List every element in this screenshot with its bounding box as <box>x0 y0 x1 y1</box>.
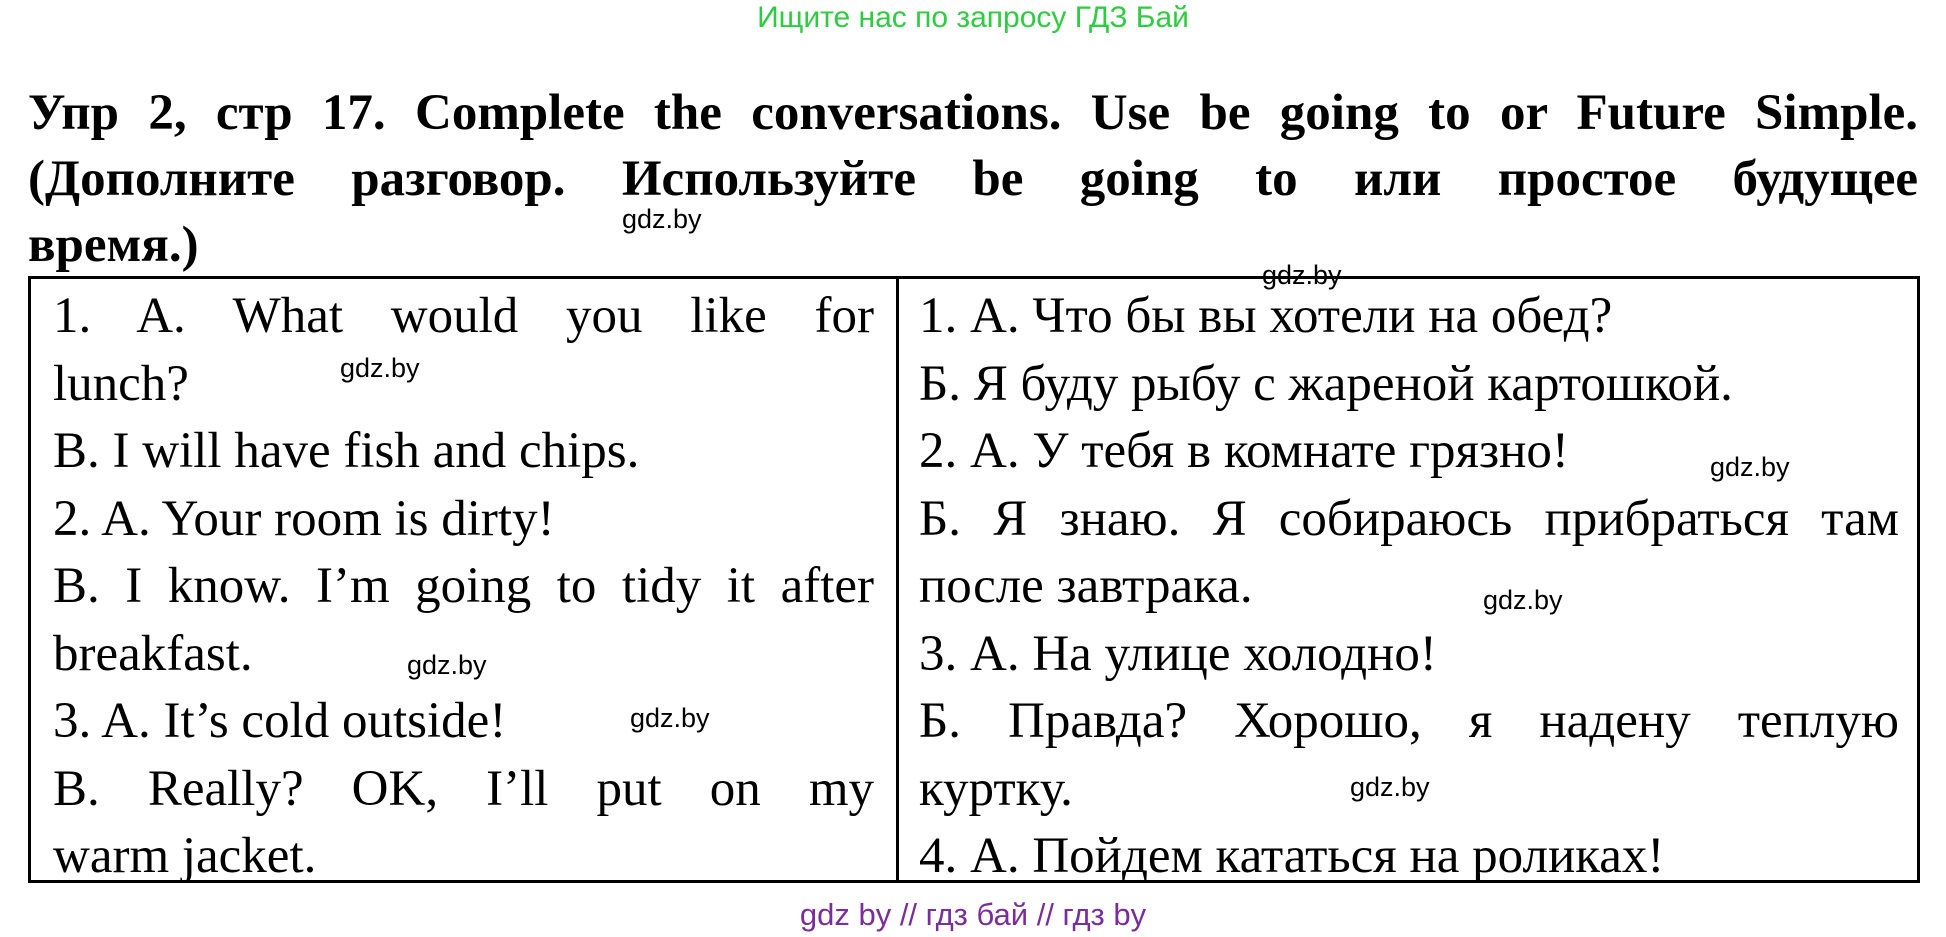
russian-row-4: Б. Я знаю. Я собираюсь прибраться там <box>919 490 1899 547</box>
english-row-9: warm jacket. <box>53 828 317 884</box>
english-row-8: B. Really? OK, I’ll put on my <box>53 760 874 817</box>
english-row-1: 1. A. What would you like for <box>53 288 874 344</box>
english-row-4: 2. A. Your room is dirty! <box>53 490 555 547</box>
russian-row-3: 2. А. У тебя в комнате грязно! <box>919 423 1569 479</box>
russian-row-2: Б. Я буду рыбу с жареной картошкой. <box>919 355 1733 412</box>
watermark: gdz.by <box>630 703 710 733</box>
watermark: gdz.by <box>622 204 702 234</box>
english-row-3: B. I will have fish and chips. <box>53 423 640 479</box>
heading-line-3: время.) <box>28 217 199 273</box>
russian-row-9: 4. А. Пойдем кататься на роликах! <box>919 828 1665 884</box>
english-row-2: lunch? <box>53 355 189 412</box>
watermark: gdz.by <box>1483 585 1563 615</box>
heading-line-1: Упр 2, стр 17. Complete the conversations. Use be going to or Future Simple. <box>28 85 1918 141</box>
english-column <box>31 279 899 884</box>
watermark: gdz.by <box>1262 260 1342 290</box>
english-row-6: breakfast. <box>53 625 253 682</box>
footer-watermark: gdz by // гдз бай // гдз by <box>799 897 1147 932</box>
watermark: gdz.by <box>1710 452 1790 482</box>
russian-row-1: 1. А. Что бы вы хотели на обед? <box>919 288 1613 344</box>
heading-line-2: (Дополните разговор. Используйте be going to или простое будущее <box>28 151 1918 207</box>
watermark: gdz.by <box>407 650 487 680</box>
russian-row-7: Б. Правда? Хорошо, я надену теплую <box>919 693 1899 749</box>
conversation-table <box>28 276 1920 883</box>
top-banner: Ищите нас по запросу ГДЗ Бай <box>757 1 1189 34</box>
watermark: gdz.by <box>1350 772 1430 802</box>
watermark: gdz.by <box>340 353 420 383</box>
exercise-heading <box>28 80 1918 278</box>
russian-row-8: куртку. <box>919 760 1073 817</box>
russian-row-6: 3. А. На улице холодно! <box>919 625 1437 682</box>
russian-row-5: после завтрака. <box>919 558 1253 614</box>
english-row-5: B. I know. I’m going to tidy it after <box>53 558 874 614</box>
english-row-7: 3. A. It’s cold outside! <box>53 693 507 749</box>
